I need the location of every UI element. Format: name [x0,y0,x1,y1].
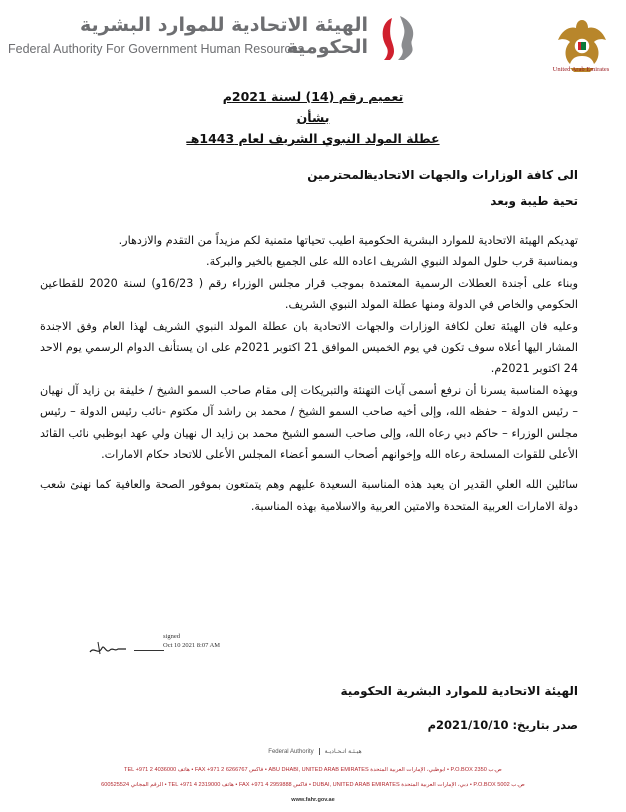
circular-subject: عطلة المولد النبوي الشريف لعام 1443هـ [186,131,440,146]
paragraph-holiday-date: وعليه فان الهيئة تعلن لكافة الوزارات والجهات الاتحادية بان عطلة المولد النبوي الشريف لهذا العام وفق الاجندة المشار اليها أعلاه سوف تكون في يوم الخميس الموافق 21 اكتوبر 2021م على ان يستأنف الدوام الرسمي يوم الاحد 24 اكتوبر 2021م. [40,319,578,376]
paragraph-congratulations: وبهذه المناسبة يسرنا أن نرفع أسمى آيات التهنئة والتبريكات إلى مقام صاحب السمو الشيخ / خليفة بن زايد آل نهيان – رئيس الدولة – حفظه الله، وإلى أخيه صاحب السمو الشيخ / محمد بن راشد آل مكتوم -نائب رئيس الدولة – رئيس مجلس الوزراء – حاكم دبي رعاه الله، وإلى صاحب السمو الشيخ محمد بن زايد ال نهيان ولي عهد ابوظبي نائب القائد الأعلى للقوات المسلحة رعاه الله وإخوانهم أصحاب السمو أعضاء المجلس الأعلى للاتحاد حكام الامارات. [40,383,578,462]
footer-divider [319,748,320,755]
footer-brand-ar: هيـئـة اتـحـاديـة [324,749,362,756]
org-name-english: Federal Authority For Government Human Resources [8,42,304,56]
signature-stamp [163,632,220,650]
paragraph-intro: تهديكم الهيئة الاتحادية للموارد البشرية الحكومية اطيب تحياتها متمنية لكم مزيداً من التقدم والازدهار. [118,234,578,247]
footer-brand-en: Federal Authority [268,749,314,756]
signature-image [88,636,128,658]
salutation-respected: المحترمين [307,168,368,182]
greeting: تحية طيبة وبعد [490,194,578,208]
fahr-logo [8,14,438,64]
issue-date: صدر بتاريخ: 2021/10/10م [427,718,578,732]
circular-regarding: بشأن [296,110,330,125]
letter-body [40,230,578,517]
paragraph-closing-wishes: سائلين الله العلي القدير ان يعيد هذه المناسبة السعيدة عليهم وهم يتمتعون بموفور الصحة والعافية كما نهنئ شعب دولة الامارات العربية المتحدة والامتين العربية والاسلامية بهذه المناسبة. [40,478,578,513]
signed-timestamp: Oct 10 2021 8:07 AM [163,642,221,649]
circular-number: تعميم رقم (14) لسنة 2021م [222,89,404,104]
org-name-arabic: الهيئة الاتحادية للموارد البشرية الحكومية [79,14,368,58]
paragraph-decision: وبناء على أجندة العطلات الرسمية المعتمدة بموجب قرار مجلس الوزراء رقم ( 16/23و) لسنة 2020 للقطاعين الحكومي والخاص في الدولة ومنها عطلة المولد النبوي الشريف. [40,276,578,312]
signature-line [134,650,164,651]
footer-abudhabi-contact: TEL +971 2 4036000 هاتف • FAX +971 2 6266767 فاكس • ABU DHABI, UNITED ARAB EMIRATES أبوظبي، الإمارات العربية المتحدة • P.O.BOX 2350 ص.ب [124,767,502,773]
footer-brand [200,748,430,755]
footer-dubai-contact: 600525524 الرقم المجاني • TEL +971 4 2319000 هاتف • FAX +971 4 2959888 فاكس • DUBAI, UNITED ARAB EMIRATES دبي، الإمارات العربية المتحدة • P.O.BOX 5002 ص.ب [101,782,525,788]
addressee: الى كافة الوزارات والجهات الاتحادية [365,168,578,182]
paragraph-occasion: وبمناسبة قرب حلول المولد النبوي الشريف اعاده الله على الجميع بالخير والبركة. [206,255,578,269]
footer-website-link[interactable]: www.fahr.gov.ae [291,797,335,803]
fahr-logo-icon [376,14,420,62]
circular-title [100,86,526,149]
issuing-authority: الهيئة الاتحادية للموارد البشرية الحكومية [340,684,578,698]
signed-label: signed [163,633,180,640]
emblem-caption: United Arab Emirates [552,66,610,73]
